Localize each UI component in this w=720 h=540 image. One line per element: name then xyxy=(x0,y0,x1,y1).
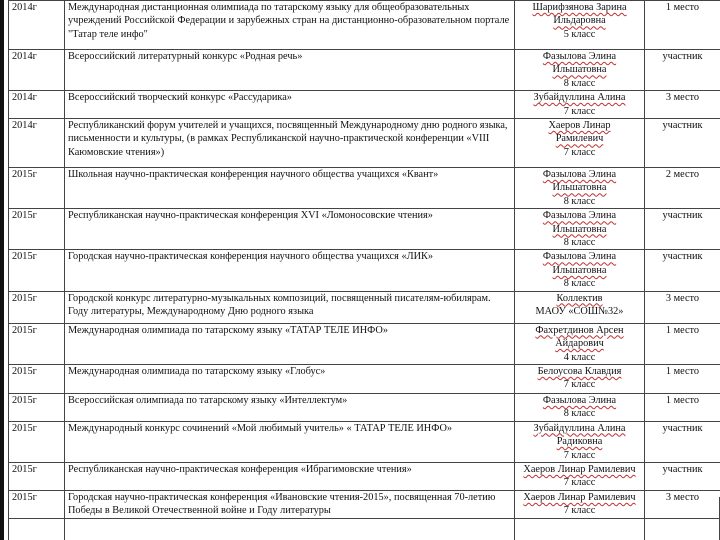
participant-line: Фазылова Элина xyxy=(542,51,617,62)
year-cell: 2015г xyxy=(9,421,65,462)
result-cell: 1 место xyxy=(645,1,720,50)
result-cell: участник xyxy=(645,209,720,250)
event-cell: Всероссийский литературный конкурс «Родная речь» xyxy=(65,50,515,91)
year-cell: 2015г xyxy=(9,490,65,518)
year-cell: 2015г xyxy=(9,209,65,250)
participant-line: 8 класс xyxy=(563,278,596,290)
table-row xyxy=(9,50,720,91)
participant-line: Фахретдинов Арсен xyxy=(535,324,624,336)
event-cell: Городская научно-практическая конференция «Ивановские чтения-2015», посвященная 70-летию Победы в Великой Отечественной войне и Году литературы xyxy=(65,490,515,518)
participant-cell xyxy=(515,50,645,91)
participant-line: 7 класс xyxy=(563,477,596,489)
participant-line: 7 класс xyxy=(563,449,596,461)
participant-line: Айдарович xyxy=(555,338,604,350)
table-row xyxy=(9,209,720,250)
participant-cell xyxy=(515,462,645,490)
participant-line: Фазылова Элина xyxy=(542,394,617,406)
result-cell: 2 место xyxy=(645,168,720,209)
participant-line: Фазылова Элина xyxy=(542,251,617,263)
participant-cell xyxy=(515,1,645,50)
year-cell: 2015г xyxy=(9,393,65,421)
participant-line: 7 класс xyxy=(563,505,596,517)
participant-line: Коллектив xyxy=(556,292,603,304)
table-row xyxy=(9,168,720,209)
event-cell: Всероссийская олимпиада по татарскому языку «Интеллектум» xyxy=(65,393,515,421)
result-cell: участник xyxy=(645,119,720,168)
table-tail xyxy=(8,497,716,540)
participant-cell xyxy=(515,393,645,421)
participant-line: МАОУ «СОШ№32» xyxy=(535,306,624,318)
table-row xyxy=(9,250,720,291)
participant-cell xyxy=(515,421,645,462)
result-cell: 1 место xyxy=(645,364,720,393)
participant-line: Ильшатовна xyxy=(552,64,607,76)
participant-line: Ильшатовна xyxy=(552,264,607,276)
table-row xyxy=(9,421,720,462)
event-cell: Международная дистанционная олимпиада по татарскому языку для общеобразовательных учреждений Российской Федерации и зарубежных стран на дистанционно-образовательном портале "Татар теле инфо" xyxy=(65,1,515,50)
year-cell: 2015г xyxy=(9,364,65,393)
participant-line: 8 класс xyxy=(563,195,596,207)
participant-line: Шарифзянова Зарина xyxy=(532,2,627,13)
event-cell: Международная олимпиада по татарскому языку «Глобус» xyxy=(65,364,515,393)
table-row xyxy=(9,323,720,364)
result-cell: 1 место xyxy=(645,323,720,364)
participant-line: 4 класс xyxy=(563,351,596,363)
event-cell: Международный конкурс сочинений «Мой любимый учитель» « ТАТАР ТЕЛЕ ИНФО» xyxy=(65,421,515,462)
year-cell: 2015г xyxy=(9,250,65,291)
participant-line: Хаеров Линар Рамилевич xyxy=(523,463,636,475)
participant-line: 7 класс xyxy=(563,379,596,391)
participant-line: 5 класс xyxy=(563,28,596,40)
year-cell: 2014г xyxy=(9,50,65,91)
participant-line: Хаеров Линар Рамилевич xyxy=(523,491,636,503)
event-cell: Всероссийский творческий конкурс «Рассударика» xyxy=(65,91,515,119)
participant-cell xyxy=(515,250,645,291)
table-row xyxy=(9,291,720,323)
event-cell: Республиканский форум учителей и учащихся, посвященный Международному дню родного языка, письменности и культуры, (в рамках Республиканской научно-практической конференции «VIII Каюмовские чтения») xyxy=(65,119,515,168)
year-cell: 2015г xyxy=(9,323,65,364)
result-cell: 3 место xyxy=(645,291,720,323)
participant-line: Белоусова Клавдия xyxy=(537,365,622,377)
participant-cell xyxy=(515,168,645,209)
event-cell: Городской конкурс литературно-музыкальных композиций, посвященный писателям-юбилярам. Году литературы, Международному Дню родного языка xyxy=(65,291,515,323)
participant-cell xyxy=(515,364,645,393)
participant-line: Ильшатовна xyxy=(552,182,607,194)
participant-line: 7 класс xyxy=(563,105,596,117)
result-cell: 3 место xyxy=(645,490,720,518)
year-cell: 2015г xyxy=(9,462,65,490)
result-cell: участник xyxy=(645,250,720,291)
result-cell: 1 место xyxy=(645,393,720,421)
table-body xyxy=(9,1,720,519)
table-row xyxy=(9,462,720,490)
participant-line: 8 класс xyxy=(563,408,596,420)
participant-line: Ильшатовна xyxy=(552,223,607,235)
year-cell: 2015г xyxy=(9,291,65,323)
table-row xyxy=(9,364,720,393)
participant-line: Хаеров Линар xyxy=(548,120,611,132)
result-cell: участник xyxy=(645,421,720,462)
result-cell: 3 место xyxy=(645,91,720,119)
participant-line: Фазылова Элина xyxy=(542,169,617,181)
participant-cell xyxy=(515,209,645,250)
participant-cell xyxy=(515,291,645,323)
participant-line: Фазылова Элина xyxy=(542,210,617,222)
table-row xyxy=(9,119,720,168)
table-row xyxy=(9,91,720,119)
result-cell: участник xyxy=(645,462,720,490)
event-cell: Республиканская научно-практическая конференция «Ибрагимовские чтения» xyxy=(65,462,515,490)
achievements-table xyxy=(8,0,720,519)
participant-line: Радиковна xyxy=(556,436,603,448)
participant-line: 7 класс xyxy=(563,146,596,158)
participant-line: Зубайдуллина Алина xyxy=(533,92,626,104)
participant-cell xyxy=(515,91,645,119)
participant-cell xyxy=(515,323,645,364)
event-cell: Международная олимпиада по татарскому языку «ТАТАР ТЕЛЕ ИНФО» xyxy=(65,323,515,364)
year-cell: 2015г xyxy=(9,168,65,209)
participant-line: Ильдаровна xyxy=(553,15,606,27)
participant-line: Рамилевич xyxy=(555,133,604,145)
year-cell: 2014г xyxy=(9,1,65,50)
table-row xyxy=(9,393,720,421)
event-cell: Республиканская научно-практическая конференция XVI «Ломоносовские чтения» xyxy=(65,209,515,250)
participant-line: 8 класс xyxy=(563,237,596,249)
event-cell: Школьная научно-практическая конференция научного общества учащихся «Квант» xyxy=(65,168,515,209)
participant-line: 8 класс xyxy=(563,77,596,89)
result-cell: участник xyxy=(645,50,720,91)
year-cell: 2014г xyxy=(9,91,65,119)
event-cell: Городская научно-практическая конференция научного общества учащихся «ЛИК» xyxy=(65,250,515,291)
year-cell: 2014г xyxy=(9,119,65,168)
table-row xyxy=(9,1,720,50)
participant-cell xyxy=(515,119,645,168)
participant-line: Зубайдуллина Алина xyxy=(533,422,626,434)
